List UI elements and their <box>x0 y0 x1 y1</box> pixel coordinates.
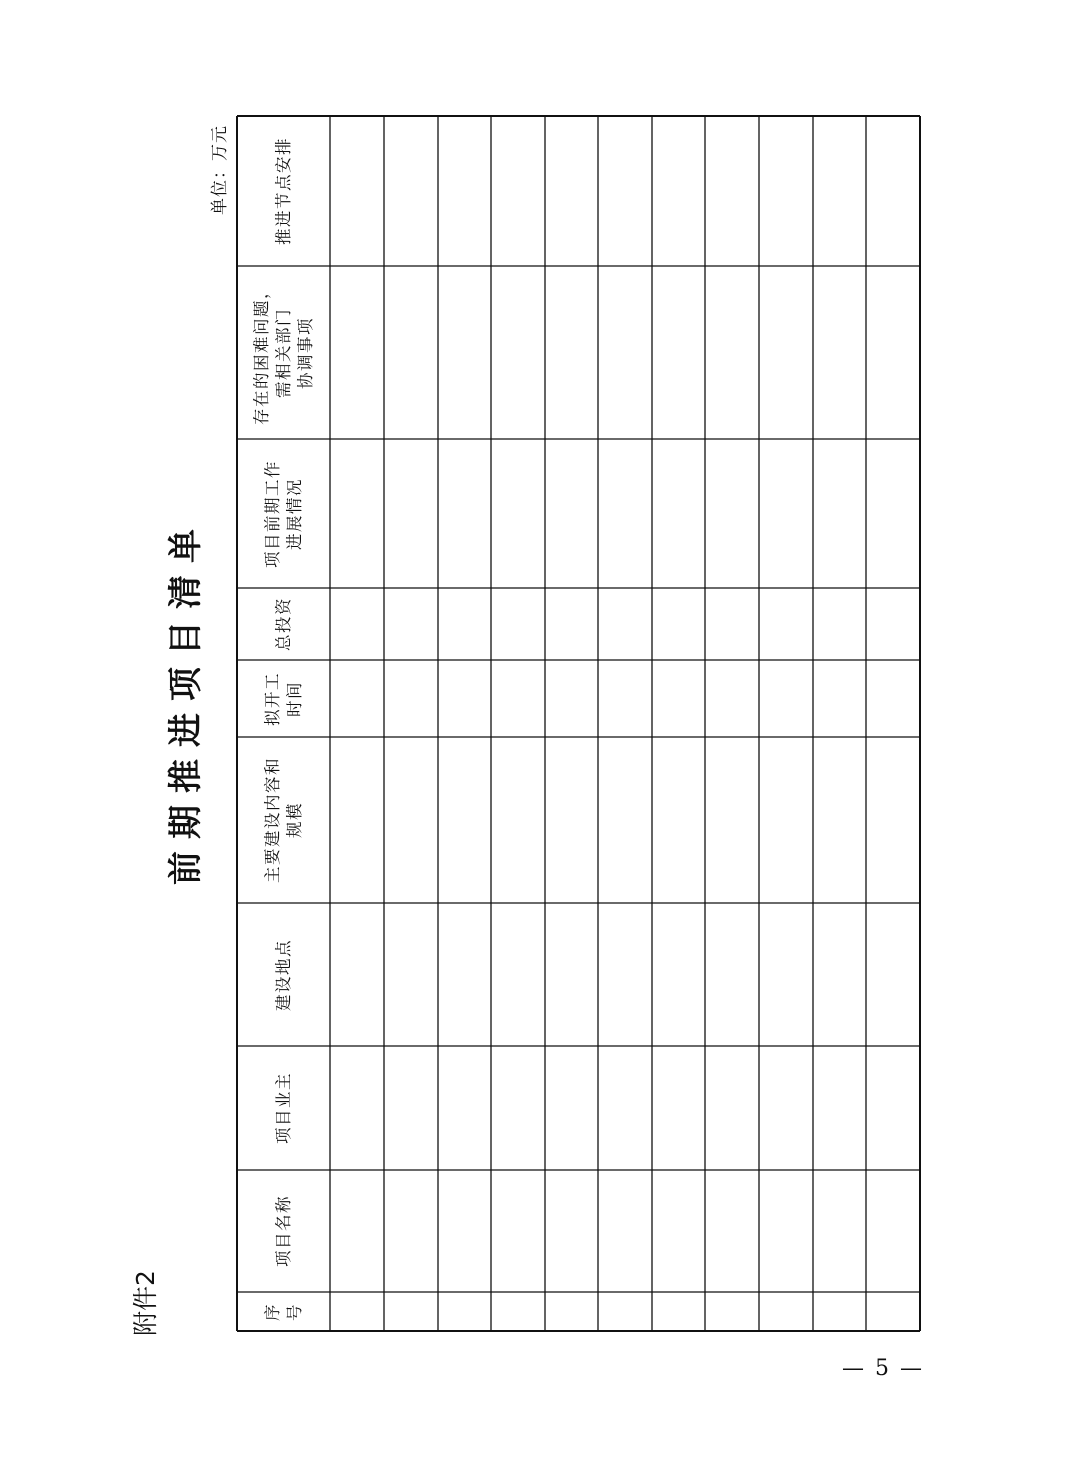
header-cell-text <box>251 281 317 425</box>
header-cell-text <box>262 460 306 568</box>
header-line: 进展情况 <box>284 477 304 550</box>
header-cell-text <box>273 597 295 651</box>
header-line: 总投资 <box>273 597 293 651</box>
attachment-label: 附件2 <box>131 1270 160 1336</box>
header-line: 号 <box>284 1302 304 1321</box>
header-cell-text <box>262 757 306 883</box>
header-line: 协调事项 <box>295 316 315 389</box>
header-line: 存在的困难问题， <box>251 280 271 425</box>
header-line: 项目前期工作 <box>262 459 282 568</box>
header-line: 主要建设内容和 <box>262 757 282 883</box>
unit-label: 单位：万元 <box>210 125 230 215</box>
header-line: 项目业主 <box>273 1072 293 1144</box>
header-line: 时间 <box>284 680 304 717</box>
header-line: 建设地点 <box>273 938 293 1011</box>
header-cell-text <box>262 1303 306 1321</box>
header-line: 规模 <box>284 802 304 838</box>
page-title: 前期推进项目清单 <box>166 517 206 885</box>
header-cell-text <box>273 939 295 1011</box>
header-line: 推进节点安排 <box>273 137 293 245</box>
page-number: — 5 — <box>842 1356 924 1381</box>
header-cell-text <box>273 1195 295 1267</box>
header-cell-text <box>273 1072 295 1144</box>
header-cell-text <box>273 137 295 245</box>
header-line: 拟开工 <box>262 671 282 726</box>
header-line: 项目名称 <box>273 1195 293 1267</box>
header-cell-text <box>262 672 306 726</box>
header-line: 序 <box>262 1302 282 1321</box>
header-line: 需相关部门 <box>273 307 293 398</box>
